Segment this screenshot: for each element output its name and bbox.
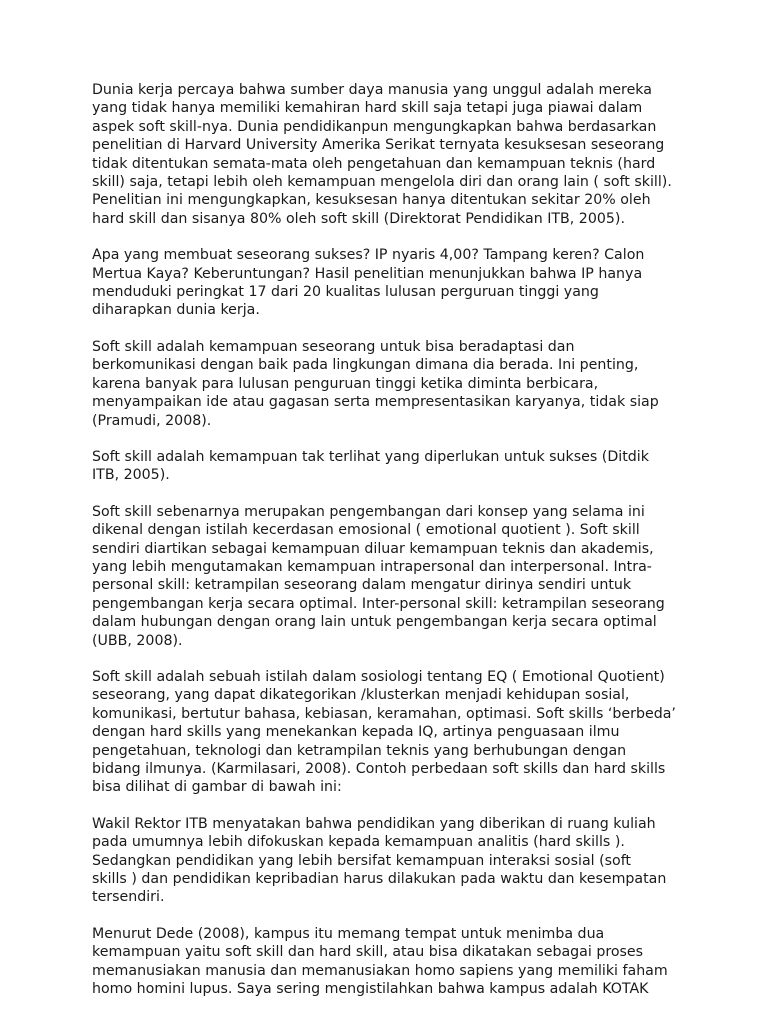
paragraph-8: Menurut Dede (2008), kampus itu memang tempat untuk menimba dua kemampuan yaitu soft skill dan hard skill, atau bisa dikatakan sebagai proses memanusiakan manusia dan memanusiakan homo sapiens yang memiliki faham homo homini lupus. Saya sering mengistilahkan bahwa kampus adalah KOTAK — [92, 925, 668, 998]
paragraph-4: Soft skill adalah kemampuan tak terlihat yang diperlukan untuk sukses (Ditdik ITB, 2005). — [92, 448, 649, 484]
paragraph-1: Dunia kerja percaya bahwa sumber daya manusia yang unggul adalah mereka yang tidak hanya memiliki kemahiran hard skill saja tetapi juga piawai dalam aspek soft skill-nya. Dunia pendidikanpun mengungkapkan bahwa berdasarkan penelitian di Harvard University Amerika Serikat ternyata kesuksesan seseorang tidak ditentukan semata-mata oleh pengetahuan dan kemampuan teknis (hard skill) saja, tetapi lebih oleh kemampuan mengelola diri dan orang lain ( soft skill). Penelitian ini mengungkapkan, kesuksesan hanya ditentukan sekitar 20% oleh hard skill dan sisanya 80% oleh soft skill (Direktorat Pendidikan ITB, 2005). — [92, 82, 672, 227]
paragraph-7: Wakil Rektor ITB menyatakan bahwa pendidikan yang diberikan di ruang kuliah pada umumnya lebih difokuskan kepada kemampuan analitis (hard skills ). Sedangkan pendidikan yang lebih bersifat kemampuan interaksi sosial (soft skills ) dan pendidikan kepribadian harus dilakukan pada waktu dan kesempatan tersendiri. — [92, 815, 667, 906]
paragraph-2: Apa yang membuat seseorang sukses? IP nyaris 4,00? Tampang keren? Calon Mertua Kaya? Keberuntungan? Hasil penelitian menunjukkan bahwa IP hanya menduduki peringkat 17 dari 20 kualitas lulusan perguruan tinggi yang diharapkan dunia kerja. — [92, 247, 645, 319]
paragraph-3: Soft skill adalah kemampuan seseorang untuk bisa beradaptasi dan berkomunikasi dengan baik pada lingkungan dimana dia berada. Ini penting, karena banyak para lulusan penguruan tinggi ketika diminta berbicara, menyampaikan ide atau gagasan serta mempresentasikan karyanya, tidak siap (Pramudi, 2008). — [92, 338, 659, 429]
document-body — [92, 81, 684, 998]
paragraph-5: Soft skill sebenarnya merupakan pengembangan dari konsep yang selama ini dikenal dengan istilah kecerdasan emosional ( emotional quotient ). Soft skill sendiri diartikan sebagai kemampuan diluar kemampuan teknis dan akademis, yang lebih mengutamakan kemampuan intrapersonal dan interpersonal. Intra- personal skill: ketrampilan seseorang dalam mengatur dirinya sendiri untuk pengembangan kerja secara optimal. Inter-personal skill: ketrampilan seseorang dalam hubungan dengan orang lain untuk pengembangan kerja secara optimal (UBB, 2008). — [92, 503, 665, 649]
paragraph-6: Soft skill adalah sebuah istilah dalam sosiologi tentang EQ ( Emotional Quotient) seseorang, yang dapat dikategorikan /klusterkan menjadi kehidupan sosial, komunikasi, bertutur bahasa, kebiasan, keramahan, optimasi. Soft skills ‘berbeda’ dengan hard skills yang menekankan kepada IQ, artinya penguasaan ilmu pengetahuan, teknologi dan ketrampilan teknis yang berhubungan dengan bidang ilmunya. (Karmilasari, 2008). Contoh perbedaan soft skills dan hard skills bisa dilihat di gambar di bawah ini: — [92, 668, 676, 796]
